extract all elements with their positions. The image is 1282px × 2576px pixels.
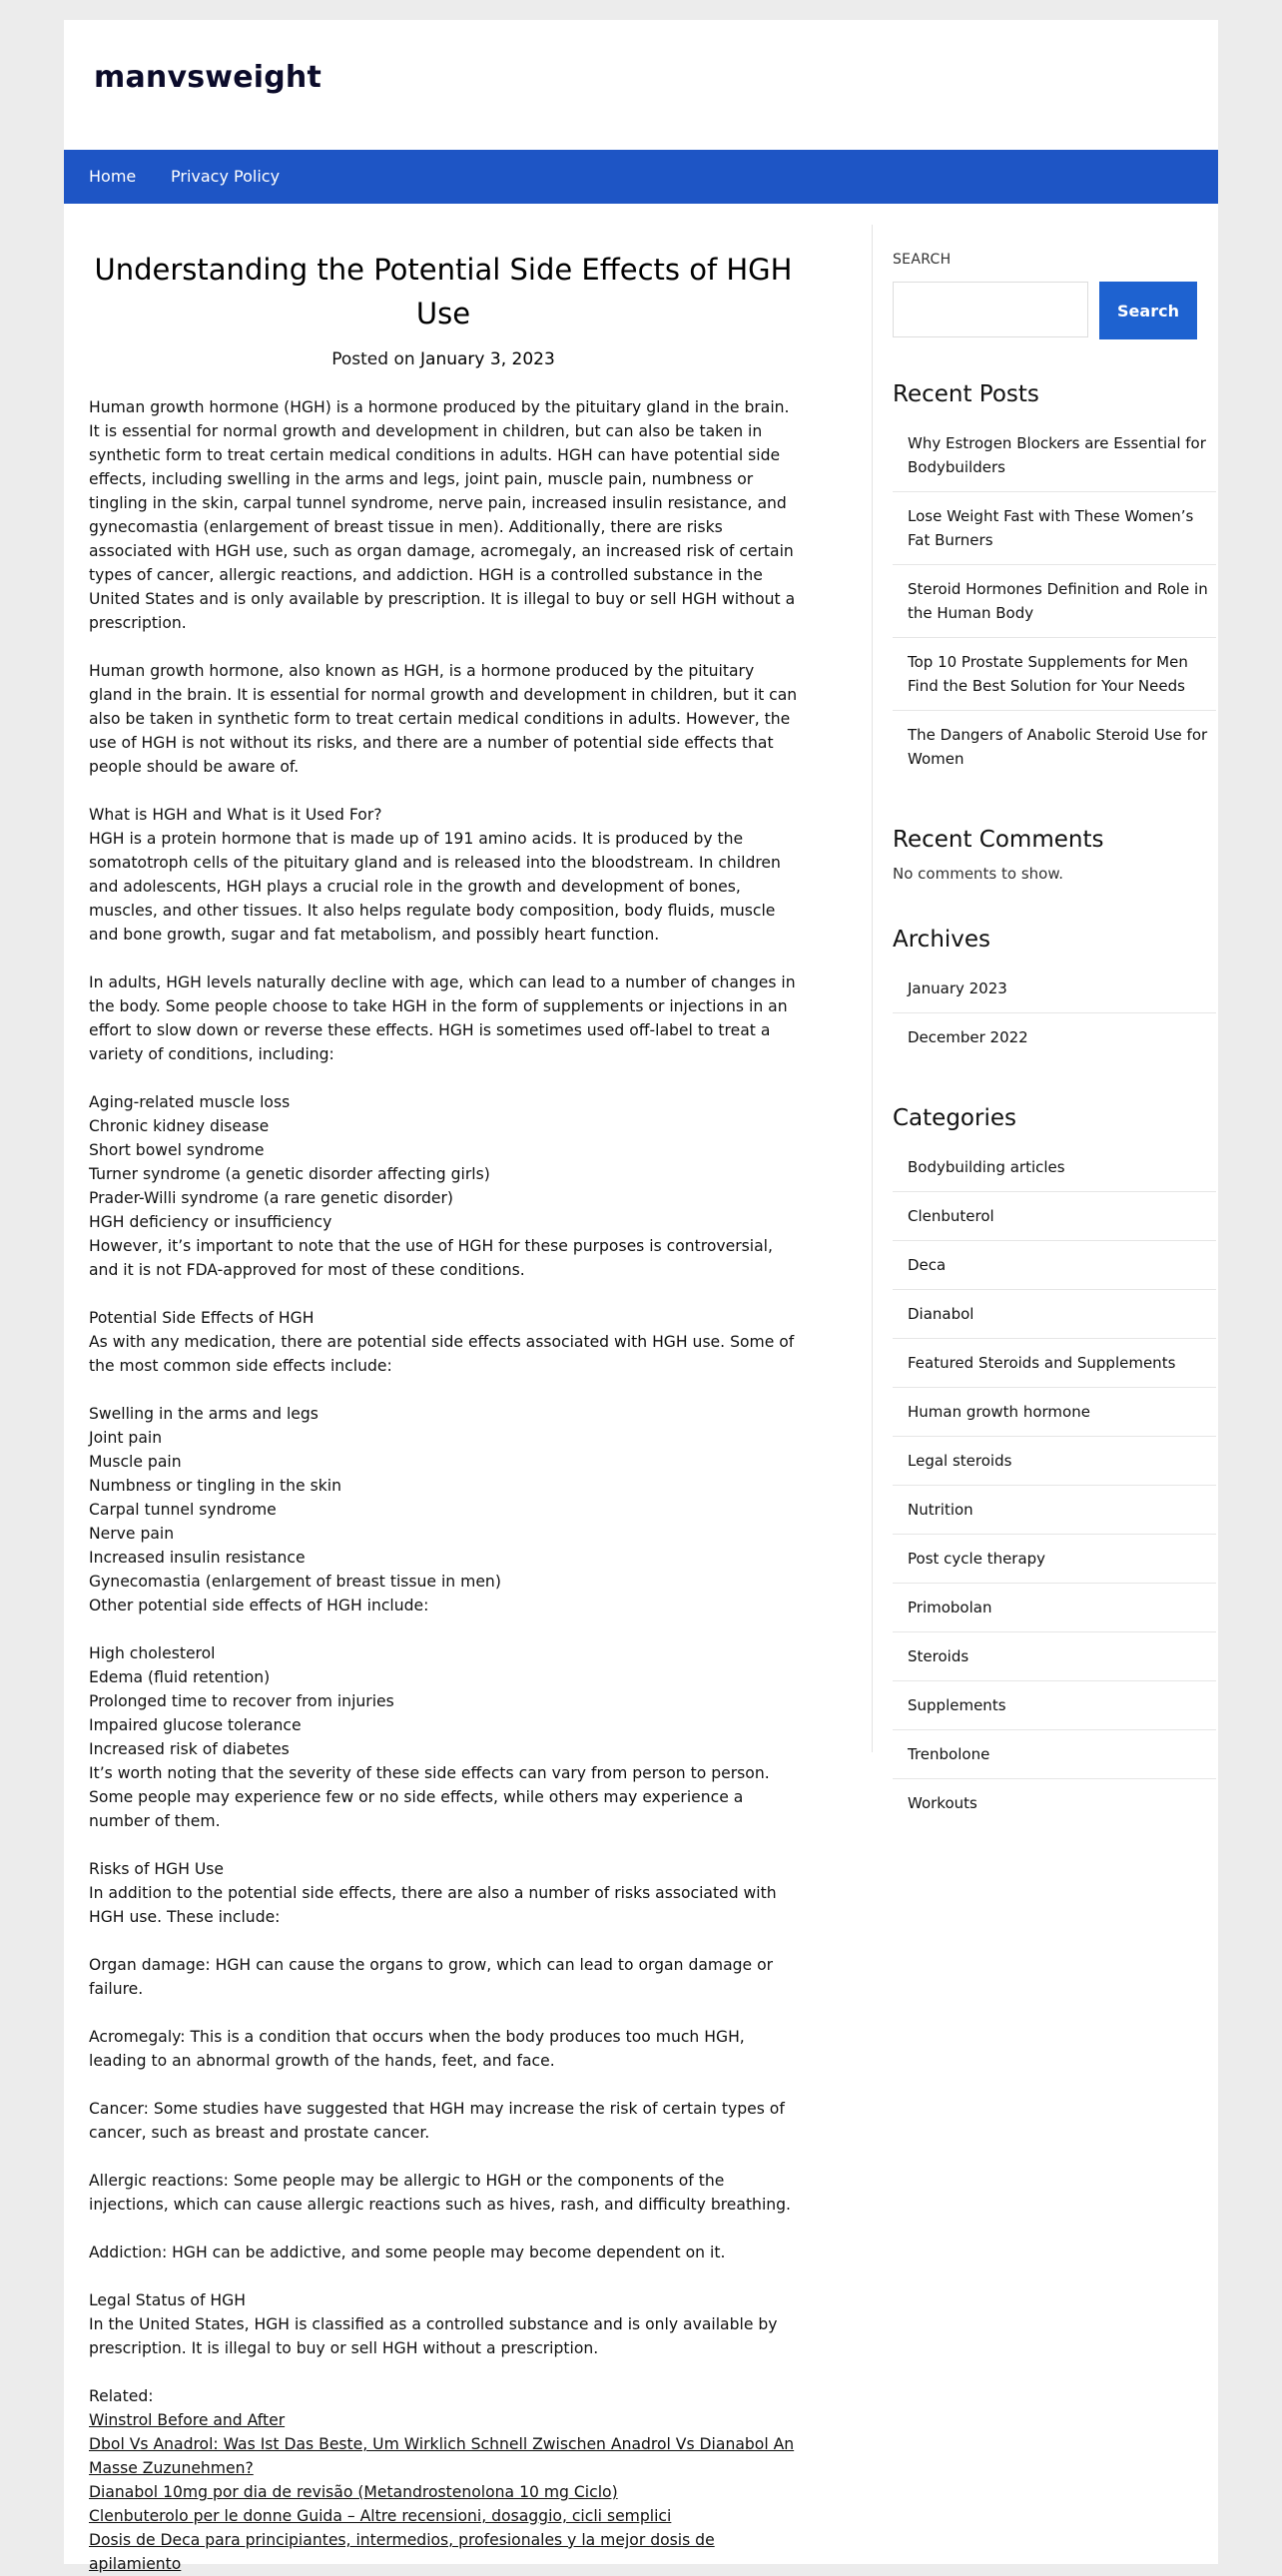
paragraph: It’s worth noting that the severity of these side effects can vary from person to person. Some people may experience few or no side effects, while others may experience a number of them.: [89, 1764, 770, 1830]
list-item: Increased insulin resistance: [89, 1549, 306, 1567]
category-link[interactable]: Dianabol: [908, 1305, 974, 1323]
posted-on-label: Posted on: [331, 349, 415, 369]
list-item: [893, 965, 1216, 1013]
list-item: [893, 419, 1216, 492]
related-link[interactable]: Dosis de Deca para principiantes, intermedios, profesionales y la mejor dosis de apilamiento: [89, 2531, 715, 2573]
category-link[interactable]: Featured Steroids and Supplements: [908, 1354, 1176, 1372]
archive-link[interactable]: December 2022: [908, 1028, 1028, 1046]
search-label: SEARCH: [893, 252, 952, 268]
list-item: [893, 1730, 1216, 1779]
list-item: [893, 1437, 1216, 1486]
list-item: Gynecomastia (enlargement of breast tissue in men): [89, 1573, 501, 1591]
list-item: [893, 1013, 1216, 1061]
list-item: [893, 1681, 1216, 1730]
list-item: [893, 1632, 1216, 1681]
post-body: [89, 395, 798, 2576]
list-item: Prolonged time to recover from injuries: [89, 1692, 394, 1710]
category-link[interactable]: Steroids: [908, 1647, 969, 1665]
paragraph: Human growth hormone, also known as HGH, is a hormone produced by the pituitary gland in the brain. It is essential for normal growth and development in children, but it can also be taken in synthetic form to treat certain medical conditions in adults. However, the use of HGH is not without its risks, and there are a number of potential side effects that people should be aware of.: [89, 662, 798, 776]
nav-item-home[interactable]: Home: [89, 167, 137, 186]
list-item: Turner syndrome (a genetic disorder affecting girls): [89, 1165, 490, 1183]
archives-title: Archives: [893, 927, 991, 953]
recent-post-link[interactable]: Top 10 Prostate Supplements for Men Find the Best Solution for Your Needs: [908, 653, 1188, 695]
section-heading: Legal Status of HGH: [89, 2291, 246, 2309]
list-item: Nerve pain: [89, 1525, 175, 1543]
list-item: Aging-related muscle loss: [89, 1093, 291, 1111]
category-link[interactable]: Primobolan: [908, 1599, 992, 1616]
paragraph: In the United States, HGH is classified as a controlled substance and is only available by prescription. It is illegal to buy or sell HGH without a prescription.: [89, 2315, 778, 2357]
search-button[interactable]: Search: [1099, 282, 1197, 339]
recent-post-link[interactable]: Steroid Hormones Definition and Role in the Human Body: [908, 580, 1208, 622]
related-link[interactable]: Dianabol 10mg por dia de revisão (Metandrostenolona 10 mg Ciclo): [89, 2483, 618, 2501]
archives-list: [893, 965, 1216, 1061]
site-title-link[interactable]: manvsweight: [94, 60, 321, 95]
list-item: [893, 492, 1216, 565]
list-item: Short bowel syndrome: [89, 1141, 265, 1159]
paragraph: In adults, HGH levels naturally decline with age, which can lead to a number of changes in the body. Some people choose to take HGH in the form of supplements or injections in an effort to slow down or reverse these effects. HGH is sometimes used off-label to treat a variety of conditions, including:: [89, 973, 796, 1063]
recent-post-link[interactable]: The Dangers of Anabolic Steroid Use for Women: [908, 726, 1208, 768]
page-container: [64, 20, 1218, 2573]
category-link[interactable]: Deca: [908, 1256, 947, 1274]
list-item: HGH deficiency or insufficiency: [89, 1213, 332, 1231]
list-item: Impaired glucose tolerance: [89, 1716, 302, 1734]
list-item: [893, 711, 1216, 783]
list-item: Swelling in the arms and legs: [89, 1405, 319, 1423]
list-item: Muscle pain: [89, 1453, 182, 1471]
category-link[interactable]: Bodybuilding articles: [908, 1158, 1065, 1176]
archive-link[interactable]: January 2023: [908, 979, 1007, 997]
section-heading: What is HGH and What is it Used For?: [89, 806, 382, 824]
paragraph: HGH is a protein hormone that is made up of 191 amino acids. It is produced by the somatotroph cells of the pituitary gland and is released into the bloodstream. In children and adolescents, HGH plays a crucial role in the growth and development of bones, muscles, and other tissues. It also helps regulate body composition, body fluids, muscle and bone growth, sugar and fat metabolism, and possibly heart function.: [89, 830, 781, 944]
search-input[interactable]: [893, 282, 1088, 337]
list-item: [893, 565, 1216, 638]
list-item: Chronic kidney disease: [89, 1117, 270, 1135]
no-comments-text: No comments to show.: [893, 865, 1063, 883]
categories-title: Categories: [893, 1105, 1016, 1131]
related-links: [89, 2408, 798, 2576]
related-label: Related:: [89, 2387, 154, 2405]
paragraph: In addition to the potential side effects, there are also a number of risks associated with HGH use. These include:: [89, 1884, 777, 1926]
recent-post-link[interactable]: Why Estrogen Blockers are Essential for Bodybuilders: [908, 434, 1206, 476]
paragraph: Addiction: HGH can be addictive, and some people may become dependent on it.: [89, 2244, 726, 2261]
category-link[interactable]: Legal steroids: [908, 1452, 1012, 1470]
category-link[interactable]: Clenbuterol: [908, 1207, 994, 1225]
list-item: [893, 1241, 1216, 1290]
post-meta: [89, 349, 798, 369]
recent-post-link[interactable]: Lose Weight Fast with These Women’s Fat Burners: [908, 507, 1194, 549]
sidebar: [893, 220, 1216, 1827]
related-link[interactable]: Winstrol Before and After: [89, 2411, 286, 2429]
category-link[interactable]: Human growth hormone: [908, 1403, 1090, 1421]
list-item: [893, 1584, 1216, 1632]
section-heading: Potential Side Effects of HGH: [89, 1309, 315, 1327]
list-item: [893, 1339, 1216, 1388]
list-item: [893, 1143, 1216, 1192]
list-item: [893, 1192, 1216, 1241]
list-item: [893, 1290, 1216, 1339]
paragraph: Allergic reactions: Some people may be allergic to HGH or the components of the injections, which can cause allergic reactions such as hives, rash, and difficulty breathing.: [89, 2172, 792, 2214]
recent-comments-title: Recent Comments: [893, 827, 1104, 853]
paragraph: Other potential side effects of HGH include:: [89, 1597, 429, 1614]
list-item: [893, 1779, 1216, 1827]
post-date-link[interactable]: January 3, 2023: [420, 349, 555, 369]
list-item: Prader-Willi syndrome (a rare genetic disorder): [89, 1189, 453, 1207]
paragraph: However, it’s important to note that the use of HGH for these purposes is controversial, and it is not FDA-approved for most of these conditions.: [89, 1237, 773, 1279]
category-link[interactable]: Post cycle therapy: [908, 1550, 1046, 1568]
paragraph: Human growth hormone (HGH) is a hormone produced by the pituitary gland in the brain. It is essential for normal growth and development in children, but can also be taken in synthetic form to treat certain medical conditions in adults. HGH can have potential side effects, including swelling in the arms and legs, joint pain, muscle pain, numbness or tingling in the skin, carpal tunnel syndrome, nerve pain, increased insulin resistance, and gynecomastia (enlargement of breast tissue in men). Additionally, there are risks associated with HGH use, such as organ damage, acromegaly, an increased risk of certain types of cancer, allergic reactions, and addiction. HGH is a controlled substance in the United States and is only available by prescription. It is illegal to buy or sell HGH without a prescription.: [89, 398, 796, 632]
main-content: [89, 220, 798, 2576]
category-link[interactable]: Workouts: [908, 1794, 977, 1812]
related-link[interactable]: Clenbuterolo per le donne Guida – Altre recensioni, dosaggio, cicli semplici: [89, 2507, 672, 2525]
list-item: [893, 1486, 1216, 1535]
list-item: High cholesterol: [89, 1644, 216, 1662]
paragraph: Organ damage: HGH can cause the organs to grow, which can lead to organ damage or failure.: [89, 1956, 774, 1998]
recent-posts-title: Recent Posts: [893, 381, 1039, 407]
list-item: [893, 638, 1216, 711]
sidebar-divider: [872, 225, 873, 1752]
main-navigation: [64, 150, 1218, 204]
categories-list: [893, 1143, 1216, 1827]
paragraph: Acromegaly: This is a condition that occurs when the body produces too much HGH, leading to an abnormal growth of the hands, feet, and face.: [89, 2028, 745, 2070]
list-item: Increased risk of diabetes: [89, 1740, 290, 1758]
nav-item-privacy-policy[interactable]: Privacy Policy: [171, 167, 281, 186]
list-item: Numbness or tingling in the skin: [89, 1477, 341, 1495]
site-header: [64, 20, 1218, 150]
category-link[interactable]: Trenbolone: [908, 1745, 990, 1763]
list-item: Joint pain: [89, 1429, 163, 1447]
category-link[interactable]: Supplements: [908, 1696, 1006, 1714]
category-link[interactable]: Nutrition: [908, 1501, 973, 1519]
list-item: [893, 1388, 1216, 1437]
list-item: Edema (fluid retention): [89, 1668, 271, 1686]
related-link[interactable]: Dbol Vs Anadrol: Was Ist Das Beste, Um Wirklich Schnell Zwischen Anadrol Vs Dianabol An Masse Zuzunehmen?: [89, 2435, 795, 2477]
post-title: Understanding the Potential Side Effects of HGH Use: [94, 253, 793, 330]
list-item: Carpal tunnel syndrome: [89, 1501, 277, 1519]
paragraph: As with any medication, there are potential side effects associated with HGH use. Some of the most common side effects include:: [89, 1333, 795, 1375]
paragraph: Cancer: Some studies have suggested that HGH may increase the risk of certain types of cancer, such as breast and prostate cancer.: [89, 2100, 785, 2142]
section-heading: Risks of HGH Use: [89, 1860, 225, 1878]
recent-posts-list: [893, 419, 1216, 783]
search-form: [893, 282, 1216, 341]
list-item: [893, 1535, 1216, 1584]
